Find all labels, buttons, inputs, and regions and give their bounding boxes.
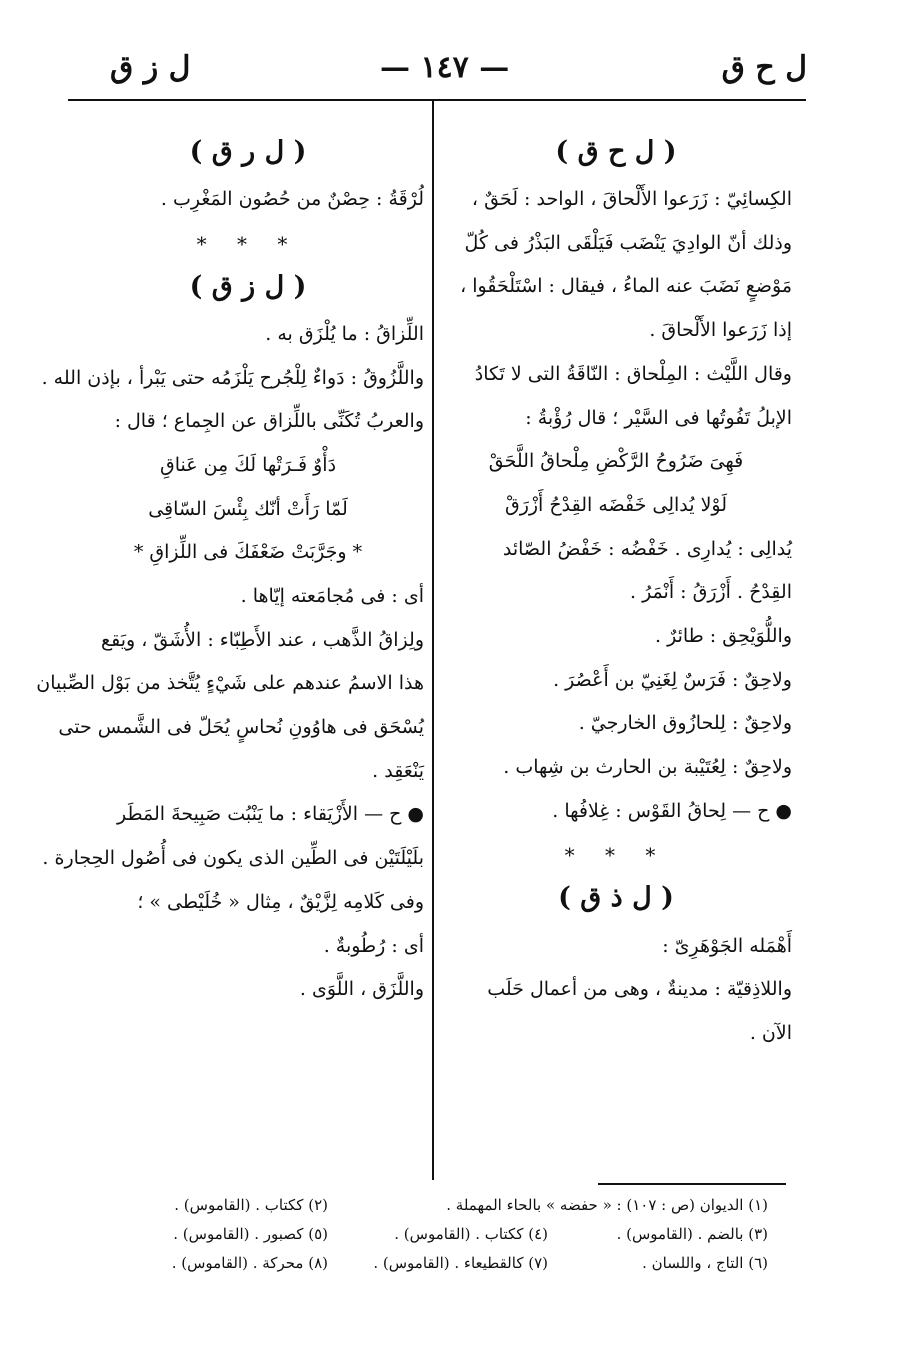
text-line: يُسْحَق فى هاوُونِ نُحاسٍ يُحَلّ فى الشَّمس حتى xyxy=(58,716,424,739)
text-line: واللُّوَيْحِق : طائرٌ . xyxy=(655,624,792,647)
text-line: وقال اللَّيْث : المِلْحاق : النّاقَةُ التى لا تَكادُ xyxy=(474,362,792,385)
text-line: ● ح — الأَزْيَقاء : ما يَنْبُت صَبِيحةَ المَطَر xyxy=(116,803,424,826)
text-line: واللَّزَق ، اللَّوَى . xyxy=(299,978,424,1001)
text-line: لُرْقَةُ : حِصْنٌ من حُصُون المَغْرِب . xyxy=(160,188,424,211)
text-line: القِدْحُ . أَزْرَقُ : أَنْمَرُ . xyxy=(629,581,792,604)
text-line: الكِسائِيّ : زَرَعوا الأَلْحاقَ ، الواحد : لَحَقٌ ، xyxy=(471,188,792,211)
text-line: وفى كَلامِه لِزَّيْقٌ ، مِثال « خُلَيْطى » ؛ xyxy=(137,890,424,913)
text-line: واللاذِقيّة : مدينةٌ ، وهى من أعمال حَلَب xyxy=(487,978,792,1001)
text-line: ● ح — لِحاقُ القَوْس : غِلافُها . xyxy=(552,799,792,822)
page-number: — ١٤٧ — xyxy=(380,50,510,85)
header-root-right: ل ح ق xyxy=(721,50,807,85)
text-line: إذا زَرَعوا الأَلْحاقَ . xyxy=(649,319,792,342)
footnote-4: (٤) ككتاب . (القاموس) . xyxy=(394,1225,548,1243)
text-line: يَنْعَقِد . xyxy=(372,759,424,782)
footnote-row xyxy=(108,1196,768,1214)
footnote-2: (٢) ككتاب . (القاموس) . xyxy=(174,1196,328,1214)
entry-heading-lzq: ( ل ز ق ) xyxy=(189,270,307,302)
text-line: هذا الاسمُ عندهم على شَيْءٍ يُتَّخذ من بَوْل الصِّبيان xyxy=(36,672,424,695)
section-separator: * * * xyxy=(564,843,668,868)
text-line: الإبلُ تَفُوتُها فى السَّيْر ؛ قال رُؤْبةُ : xyxy=(525,406,792,429)
text-line: ولاحِقٌ : لِعُتَيْبة بن الحارث بن شِهاب . xyxy=(503,756,792,779)
text-line: والعربُ تُكَنِّى باللِّزاق عن الجِماع ؛ قال : xyxy=(114,410,424,433)
footnote-rule xyxy=(598,1183,786,1185)
footnote-row xyxy=(108,1254,768,1272)
footnote-7: (٧) كالقطيعاء . (القاموس) . xyxy=(373,1254,548,1272)
text-line: ولاحِقٌ : لِلحازُوق الخارجيّ . xyxy=(578,712,792,735)
text-line: اللِّزاقُ : ما يُلْزَق به . xyxy=(265,322,424,345)
text-line: واللَّزُوقُ : دَواءٌ لِلْجُرح يَلْزَمُه حتى يَبْرأ ، بإذن الله . xyxy=(41,366,424,389)
footnote-8: (٨) محركة . (القاموس) . xyxy=(171,1254,328,1272)
header-rule xyxy=(68,99,806,101)
text-line: يُدالِى : يُدارِى . خَفْضُه : خَفْضُ الصّائد xyxy=(502,537,792,560)
text-line: وذلك أنّ الوادِيَ يَنْضَب فَيَلْقَى البَذْرُ فى كُلّ xyxy=(464,231,792,254)
entry-heading-lrq: ( ل ر ق ) xyxy=(189,136,307,167)
poetry-verse: دَأْوٌ فَـرَتْها لَكَ مِن عَناقِ xyxy=(159,453,337,476)
text-line: بلَيْلَتَيْن فى الطِّين الذى يكون فى أُصُول الحِجارة . xyxy=(42,847,424,870)
left-column xyxy=(36,128,424,1021)
text-line: الآن . xyxy=(749,1021,792,1044)
text-line: أى : رُطُوبةٌ . xyxy=(323,934,424,957)
poetry-verse: لَمّا رَأَتْ أنّك بِئْسَ السّاقِى xyxy=(148,497,348,520)
text-line: أى : فى مُجامَعته إيّاها . xyxy=(240,585,424,607)
column-divider xyxy=(432,100,434,1180)
footnote-5: (٥) كصبور . (القاموس) . xyxy=(173,1225,328,1243)
text-line: أَهْمَله الجَوْهَرِىّ : xyxy=(662,934,792,957)
text-line: ولِزاقُ الذَّهب ، عند الأَطِبّاء : الأُشَقّ ، ويَقع xyxy=(101,628,424,651)
footnote-3: (٣) بالضم . (القاموس) . xyxy=(616,1225,768,1243)
header-root-left: ل ز ق xyxy=(110,50,191,85)
right-column xyxy=(440,128,792,1065)
poetry-verse: لَوْلا يُدالِى خَفْضَه القِدْحُ أَزْرَقْ xyxy=(504,493,728,516)
section-separator: * * * xyxy=(196,231,300,256)
text-line: ولاحِقٌ : فَرَسٌ لِغَنِيّ بن أَعْصُرَ . xyxy=(553,668,792,691)
entry-heading-lhq: ( ل ح ق ) xyxy=(555,136,677,167)
entry-heading-ldhq: ( ل ذ ق ) xyxy=(558,882,674,914)
footnote-row xyxy=(108,1225,768,1243)
footnote-1: (١) الديوان (ص : ١٠٧) : « حفضه » بالحاء المهملة . xyxy=(446,1196,768,1214)
footnotes xyxy=(108,1196,768,1283)
poetry-verse: * وجَرَّبَتْ ضَعْفَكَ فى اللِّزاقِ * xyxy=(133,541,363,564)
text-line: مَوْضعٍ نَضَبَ عنه الماءُ ، فيقال : اسْتَلْحَقُوا ، xyxy=(460,275,792,298)
footnote-6: (٦) التاج ، واللسان . xyxy=(642,1254,768,1272)
poetry-verse: فَهِىَ ضَرُوحُ الرَّكْضِ مِلْحاقُ اللَّحَقْ xyxy=(488,450,744,473)
